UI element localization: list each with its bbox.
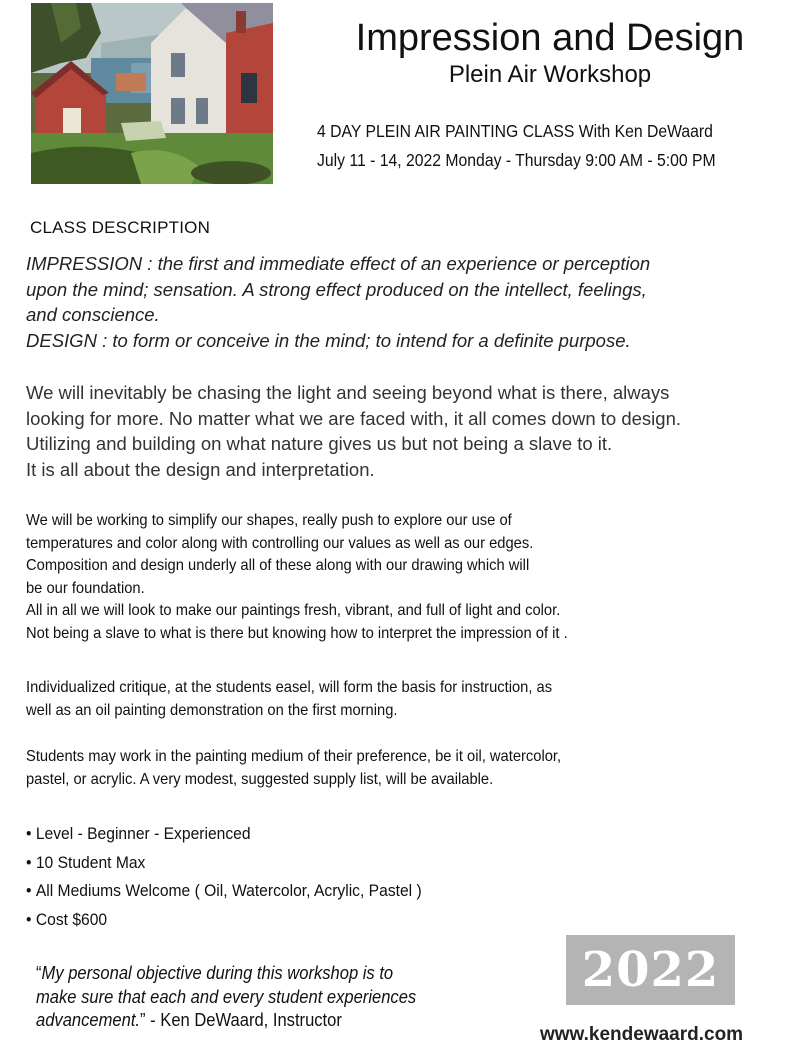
quote-open-mark: “ xyxy=(36,963,42,983)
paragraph-line: Not being a slave to what is there but knowing how to interpret the impression of it . xyxy=(26,624,568,642)
intro-line: We will inevitably be chasing the light and seeing beyond what is there, always xyxy=(26,382,670,403)
paragraph-line: Individualized critique, at the students easel, will form the basis for instruction, as xyxy=(26,679,553,696)
definition-line: and conscience. xyxy=(26,304,160,325)
workshop-title: Impression and Design xyxy=(355,17,745,59)
paragraph-line: well as an oil painting demonstration on the first morning. xyxy=(26,701,398,719)
intro-paragraph xyxy=(26,380,766,482)
workshop-subtitle: Plein Air Workshop xyxy=(448,61,652,88)
quote-close-mark: ” xyxy=(140,1010,146,1030)
definition-line: upon the mind; sensation. A strong effect produced on the intellect, feelings, xyxy=(26,278,647,300)
approach-paragraph xyxy=(26,510,568,646)
year-badge: 2022 xyxy=(566,935,735,1005)
workshop-painting-image xyxy=(31,3,273,184)
medium-paragraph xyxy=(26,746,561,791)
paragraph-line: be our foundation. xyxy=(26,579,145,597)
intro-line: Utilizing and building on what nature gives us but not being a slave to it. xyxy=(26,433,613,454)
quote-line: advancement. xyxy=(36,1010,141,1030)
detail-mediums: • All Mediums Welcome ( Oil, Watercolor, Acrylic, Pastel ) xyxy=(26,877,422,906)
intro-line: It is all about the design and interpretation. xyxy=(26,458,375,480)
website-url: www.kendewaard.com xyxy=(540,1024,744,1045)
paragraph-line: We will be working to simplify our shapes, really push to explore our use of xyxy=(26,512,512,529)
workshop-details-list xyxy=(26,820,422,934)
class-description-heading: CLASS DESCRIPTION xyxy=(30,218,211,237)
paragraph-line: All in all we will look to make our paintings fresh, vibrant, and full of light and color. xyxy=(26,602,561,620)
paragraph-line: Students may work in the painting medium of their preference, be it oil, watercolor, xyxy=(26,748,562,765)
paragraph-line: Composition and design underly all of these along with our drawing which will xyxy=(26,557,530,575)
quote-line: make sure that each and every student experiences xyxy=(36,986,417,1007)
detail-max-students: • 10 Student Max xyxy=(26,849,422,878)
instructor-quote xyxy=(36,962,416,1033)
intro-line: looking for more. No matter what we are faced with, it all comes down to design. xyxy=(26,407,681,429)
class-summary-line: 4 DAY PLEIN AIR PAINTING CLASS With Ken DeWaard xyxy=(317,121,713,141)
detail-cost: • Cost $600 xyxy=(26,906,422,935)
definitions-block xyxy=(26,251,746,353)
definition-line: DESIGN : to form or conceive in the mind; to intend for a definite purpose. xyxy=(26,329,631,351)
class-date-line: July 11 - 14, 2022 Monday - Thursday 9:00 AM - 5:00 PM xyxy=(317,150,716,170)
paragraph-line: pastel, or acrylic. A very modest, suggested supply list, will be available. xyxy=(26,770,494,788)
detail-level: • Level - Beginner - Experienced xyxy=(26,820,422,849)
quote-line: My personal objective during this workshop is to xyxy=(41,963,394,983)
quote-attribution: - Ken DeWaard, Instructor xyxy=(145,1010,342,1030)
critique-paragraph xyxy=(26,677,552,722)
paragraph-line: temperatures and color along with controlling our values as well as our edges. xyxy=(26,534,534,552)
definition-line: IMPRESSION : the first and immediate effect of an experience or perception xyxy=(26,253,651,274)
